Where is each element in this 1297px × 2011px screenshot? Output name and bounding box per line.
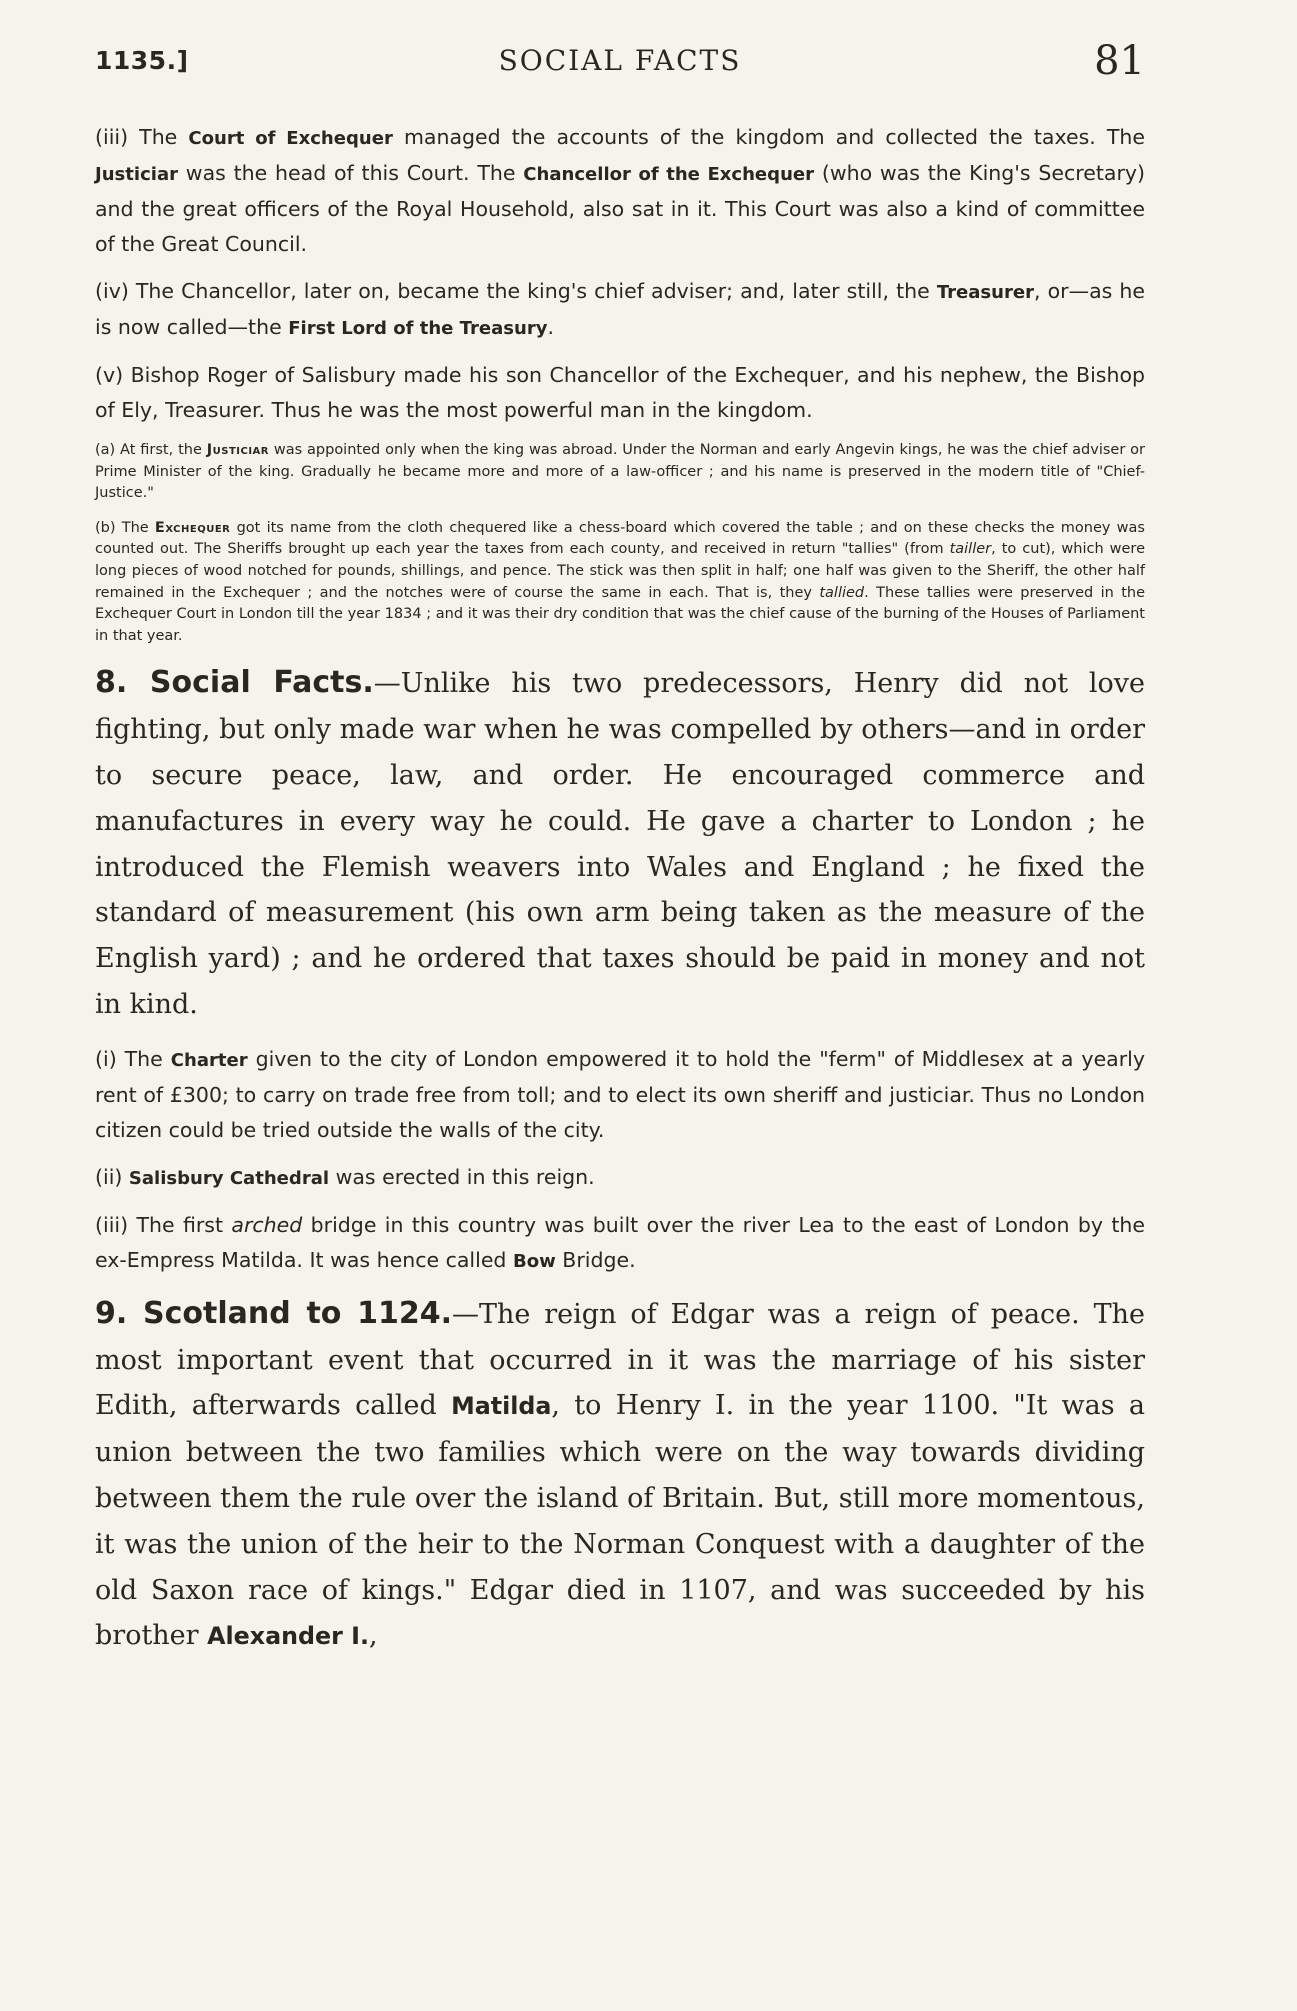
footnote-justiciar [95, 440, 1145, 505]
page-number: 81 [1094, 38, 1145, 84]
header-year: 1135.] [95, 46, 189, 75]
bold-term: Matilda [451, 1392, 552, 1421]
paragraph-bow-bridge [95, 1208, 1145, 1279]
text-run: (iii) The [95, 125, 189, 149]
section-8-social-facts [95, 660, 1145, 1027]
text-run: bridge in this country was built over the river Lea to the east of London by the ex-Empress Matilda. It was hence called [95, 1212, 1145, 1272]
italic-term: tailler [949, 541, 992, 558]
text-run: (v) Bishop Roger of Salisbury made his son Chancellor of the Exchequer, and his nephew, the Bishop of Ely, Treasurer. Thus he was the most powerful man in the kingdom. [95, 363, 1145, 422]
text-run: —Unlike his two predecessors, Henry did not love fighting, but only made war when he was compelled by others—and in order to secure peace, law, and order. He encouraged commerce and manufactures in every way he could. He gave a charter to London ; he introduced the Flemish weavers into Wales and England ; he fixed the standard of measurement (his own arm being taken as the measure of the English yard) ; and he ordered that taxes should be paid in money and not in kind. [95, 668, 1146, 1020]
running-header [95, 38, 1145, 88]
text-run: (a) At first, the [95, 442, 207, 458]
text-run: . [547, 315, 555, 339]
text-run: (iv) The Chancellor, later on, became the king's chief adviser; and, later still, the [95, 279, 937, 303]
paragraph-chancellor [95, 274, 1145, 346]
italic-term: tallied [819, 584, 865, 601]
italic-term: arched [231, 1212, 303, 1237]
text-run: (who was the King's Secretary) and the great officers of the Royal Household, also sat in it. This Court was also a kind of committee of the Great Council. [95, 161, 1146, 256]
section-heading: 9. Scotland to 1124. [95, 1295, 453, 1331]
bold-term: Bow [512, 1250, 556, 1272]
bold-term: Salisbury Cathedral [128, 1167, 330, 1189]
text-run: was erected in this reign. [329, 1164, 595, 1189]
text-run: . These tallies were preserved in the Exchequer Court in London till the year 1834 ; and it was their dry condition that was the chief cause of the burning of the Houses of Parliament in that year. [95, 584, 1145, 644]
text-run: , or—as he is now called—the [95, 279, 1146, 339]
bold-term: First Lord of the Treasury [288, 318, 548, 339]
section-9-scotland [95, 1291, 1145, 1660]
text-run: (i) The [95, 1046, 171, 1071]
text-run: got its name from the cloth chequered like a chess-board which covered the table ; and on these checks the money was counted out. The Sheriffs brought up each year the taxes from each county, and received in return "tallies" (from [95, 519, 1145, 558]
text-run: was the head of this Court. The [178, 161, 524, 185]
paragraph-court-of-exchequer [95, 120, 1145, 262]
header-title: SOCIAL FACTS [498, 44, 742, 77]
bold-term: Chancellor of the Exchequer [523, 164, 815, 185]
paragraph-bishop-roger [95, 358, 1145, 428]
text-run: , [369, 1620, 378, 1652]
text-run: (iii) The first [95, 1212, 232, 1237]
text-run: , to Henry I. in the year 1100. "It was a union between the two families which were on the way towards dividing between them the rule over the island of Britain. But, still more momentous, it was the union of the heir to the Norman Conquest with a daughter of the old Saxon race of kings." Edgar died in 1107, and was succeeded by his brother [95, 1390, 1145, 1652]
paragraph-salisbury-cathedral [95, 1160, 1145, 1196]
text-run: (ii) [95, 1164, 129, 1189]
paragraph-london-charter [95, 1042, 1145, 1148]
footnote-exchequer [95, 518, 1145, 648]
bold-term: Treasurer [936, 282, 1035, 303]
bold-term: Court of Exchequer [188, 128, 393, 149]
small-caps-term: Justiciar [206, 442, 269, 458]
section-heading: 8. Social Facts. [95, 665, 374, 701]
page-body [95, 120, 1145, 1674]
text-run: given to the city of London empowered it to hold the "ferm" of Middlesex at a yearly rent of £300; to carry on trade free from toll; and to elect its own sheriff and justiciar. Thus no London citizen could be tried outside the walls of the city. [95, 1046, 1145, 1142]
bold-term: Justiciar [95, 164, 179, 185]
text-run: Bridge. [555, 1247, 636, 1272]
text-run: (b) The [95, 519, 155, 536]
bold-term: Charter [170, 1049, 248, 1071]
text-run: was appointed only when the king was abroad. Under the Norman and early Angevin kings, he was the chief adviser or Prime Minister of the king. Gradually he became more and more of a law-officer ; and his name is preserved in the modern title of "Chief-Justice." [95, 442, 1145, 502]
bold-term: Alexander I. [207, 1622, 369, 1651]
text-run: , to cut), which were long pieces of wood notched for pounds, shillings, and pence. The stick was then split in half; one half was given to the Sheriff, the other half remained in the Exchequer ; and the notches were of course the same in each. That is, they [95, 541, 1145, 601]
text-run: —The reign of Edgar was a reign of peace. The most important event that occurred in it was the marriage of his sister Edith, afterwards called [95, 1298, 1145, 1422]
text-run: managed the accounts of the kingdom and collected the taxes. The [392, 125, 1145, 149]
small-caps-term: Exchequer [154, 519, 231, 536]
